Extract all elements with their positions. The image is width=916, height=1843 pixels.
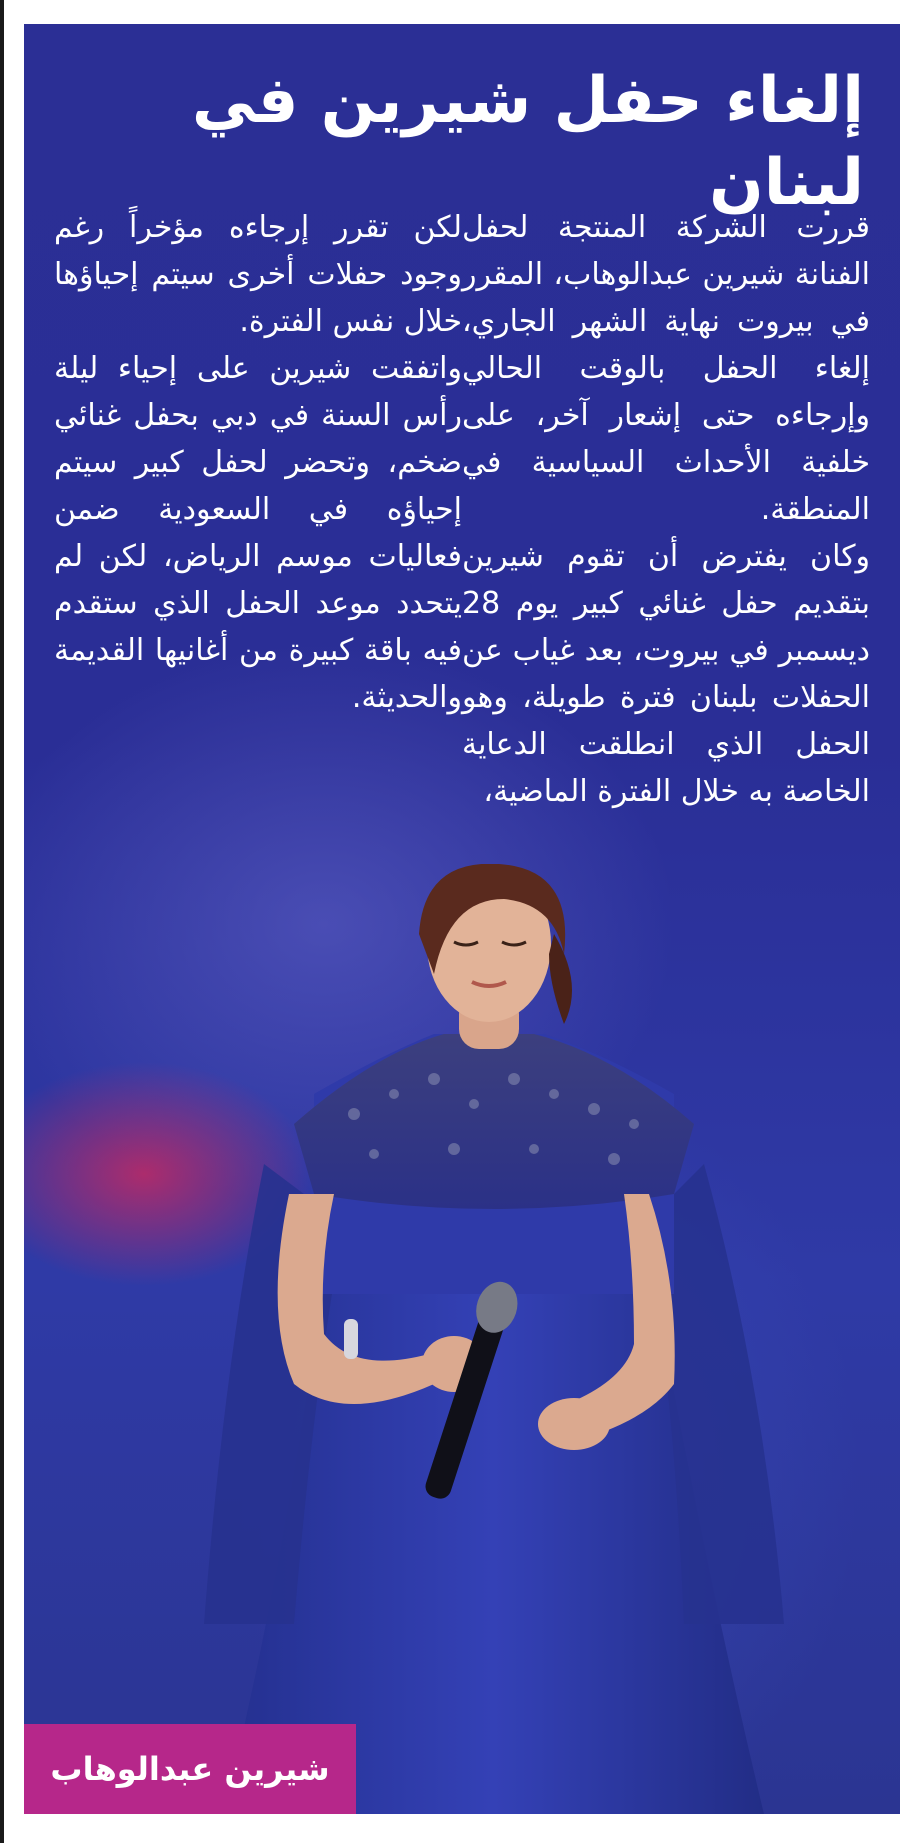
article-headline: إلغاء حفل شيرين في لبنان bbox=[191, 64, 864, 220]
article-panel bbox=[24, 24, 900, 1814]
paragraph: قررت الشركة المنتجة لحفل الفنانة شيرين عبدالوهاب، المقرر في بيروت نهاية الشهر الجاري، إلغاء الحفل بالوقت الحالي وإرجاءه حتى إشعار آخر، على خلفية الأحداث السياسية في المنطقة. bbox=[462, 210, 870, 527]
photo-caption: شيرين عبدالوهاب bbox=[24, 1724, 356, 1814]
paragraph: واتفقت شيرين على إحياء ليلة رأس السنة في دبي بحفل غنائي ضخم، وتحضر لحفل كبير سيتم إحياؤه في السعودية ضمن فعاليات موسم الرياض، لكن لم يتحدد موعد الحفل الذي ستقدم فيه باقة كبيرة من أغانيها القديمة والحديثة. bbox=[54, 351, 462, 715]
page-left-rule bbox=[0, 0, 4, 1843]
paragraph: وكان يفترض أن تقوم شيرين بتقديم حفل غنائي كبير يوم 28 ديسمبر في بيروت، بعد غياب عن الحفلات بلبنان فترة طويلة، وهو الحفل الذي انطلقت الدعاية الخاصة به خلال الفترة الماضية، bbox=[462, 539, 870, 809]
singer-photo bbox=[204, 864, 784, 1814]
article-column-right bbox=[462, 204, 870, 815]
article-column-left bbox=[54, 204, 462, 721]
paragraph: لكن تقرر إرجاءه مؤخراً رغم وجود حفلات أخرى سيتم إحياؤها خلال نفس الفترة. bbox=[54, 210, 462, 339]
